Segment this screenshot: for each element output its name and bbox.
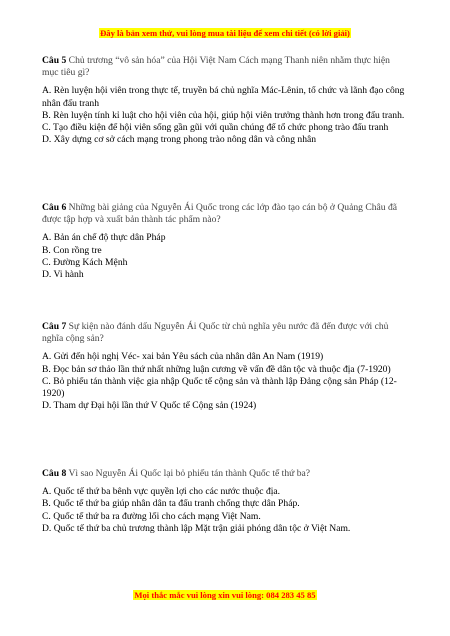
question-prompt <box>42 468 408 480</box>
answer-option: C. Quốc tế thứ ba ra đường lối cho cách mạng Việt Nam. <box>42 510 261 522</box>
answer-option: A. Gửi đến hội nghị Véc- xai bản Yêu sách của nhân dân An Nam (1919) <box>42 351 324 363</box>
answer-option: D. Tham dự Đại hội lần thứ V Quốc tế Cộng sản (1924) <box>42 400 257 412</box>
answer-option: C. Đường Kách Mệnh <box>42 256 128 268</box>
answer-option: A. Rèn luyện hội viên trong thực tế, truyền bá chủ nghĩa Mác-Lênin, tổ chức và lãnh đạo công nhân đấu tranh <box>42 85 405 109</box>
answer-option: C. Tạo điều kiện để hội viên sống gần gũi với quần chúng để tổ chức phong trào đấu tranh <box>42 122 389 134</box>
question-number: Câu 7 <box>42 321 67 332</box>
preview-notice-banner <box>0 28 450 38</box>
question-block <box>42 468 408 535</box>
answer-option: B. Quốc tế thứ ba giúp nhân dân ta đấu tranh chống thực dân Pháp. <box>42 498 300 510</box>
contact-notice-text: Mọi thắc mắc vui lòng xin vui lòng: 084 283 45 85 <box>134 590 316 600</box>
question-text: Chủ trương “vô sản hóa” của Hội Việt Nam Cách mạng Thanh niên nhằm thực hiện mục tiêu gì? <box>42 55 390 79</box>
question-number: Câu 5 <box>42 55 67 66</box>
question-text: Sự kiện nào đánh dấu Nguyễn Ái Quốc từ chủ nghĩa yêu nước đã đến được với chủ nghĩa cộng sản? <box>42 321 389 345</box>
question-block <box>42 55 408 146</box>
question-number: Câu 6 <box>42 202 67 213</box>
preview-notice-text: Đây là bản xem thử, vui lòng mua tài liệu để xem chi tiết (có lời giải) <box>100 28 350 38</box>
answer-option: B. Rèn luyện tính kỉ luật cho hội viên của hội, giúp hội viên trưởng thành hơn trong đấu tranh. <box>42 109 405 121</box>
question-block <box>42 321 408 412</box>
question-prompt <box>42 55 408 79</box>
question-text: Những bài giảng của Nguyễn Ái Quốc trong các lớp đào tạo cán bộ ở Quảng Châu đã được tập hợp và xuất bản thành tác phẩm nào? <box>42 202 398 226</box>
answer-option: B. Đọc bản sơ thảo lần thứ nhất những luận cương về vấn đề dân tộc và thuộc địa (7-1920) <box>42 363 391 375</box>
answer-option: A. Bản án chế độ thực dân Pháp <box>42 232 166 244</box>
answer-option: D. Quốc tế thứ ba chủ trương thành lập Mặt trận giải phóng dân tộc ở Việt Nam. <box>42 522 351 534</box>
question-block <box>42 202 408 281</box>
question-text: Vì sao Nguyễn Ái Quốc lại bỏ phiếu tán thành Quốc tế thứ ba? <box>68 468 311 479</box>
question-prompt <box>42 202 408 226</box>
answer-option: D. Xây dựng cơ sở cách mạng trong phong trào nông dân và công nhân <box>42 134 317 146</box>
contact-notice-banner <box>0 590 450 600</box>
question-prompt <box>42 321 408 345</box>
answer-option: A. Quốc tế thứ ba bênh vực quyền lợi cho các nước thuộc địa. <box>42 486 281 498</box>
answer-option: C. Bỏ phiếu tán thành việc gia nhập Quốc tế cộng sản và thành lập Đảng cộng sản Pháp (12-1920) <box>42 375 397 400</box>
question-number: Câu 8 <box>42 468 67 479</box>
answer-option: D. Vi hành <box>42 269 84 281</box>
answer-option: B. Con rồng tre <box>42 244 102 256</box>
